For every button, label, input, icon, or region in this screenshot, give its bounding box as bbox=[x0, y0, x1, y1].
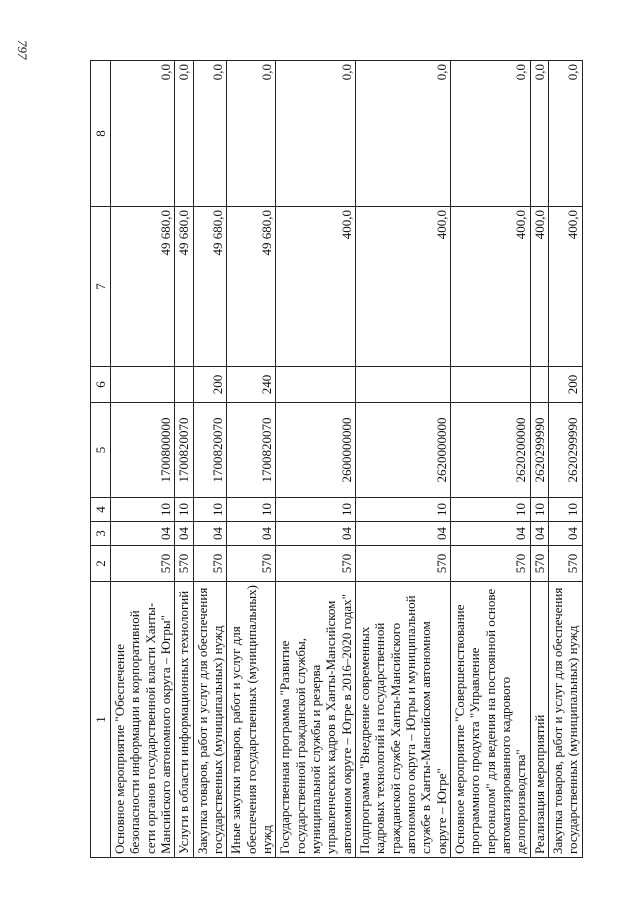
column-header: 5 bbox=[91, 403, 111, 498]
cell-c5: 1700800000 bbox=[111, 403, 175, 498]
cell-c2: 570 bbox=[276, 546, 356, 582]
cell-c7: 400,0 bbox=[450, 207, 530, 367]
column-header: 7 bbox=[91, 207, 111, 367]
table-row bbox=[193, 61, 227, 858]
cell-c4: 10 bbox=[355, 498, 450, 522]
cell-c3: 04 bbox=[276, 522, 356, 546]
table-row bbox=[227, 61, 276, 858]
cell-c4: 10 bbox=[111, 498, 175, 522]
cell-c4: 10 bbox=[227, 498, 276, 522]
column-header: 4 bbox=[91, 498, 111, 522]
cell-c4: 10 bbox=[276, 498, 356, 522]
cell-c6 bbox=[355, 367, 450, 403]
cell-c5: 2620200000 bbox=[450, 403, 530, 498]
cell-c2: 570 bbox=[193, 546, 227, 582]
cell-c4: 10 bbox=[175, 498, 193, 522]
cell-c3: 04 bbox=[193, 522, 227, 546]
cell-c7: 400,0 bbox=[355, 207, 450, 367]
cell-c7: 400,0 bbox=[276, 207, 356, 367]
cell-c8: 0,0 bbox=[227, 61, 276, 207]
cell-c7: 49 680,0 bbox=[193, 207, 227, 367]
cell-c6 bbox=[276, 367, 356, 403]
cell-c6: 200 bbox=[548, 367, 582, 403]
cell-c8: 0,0 bbox=[175, 61, 193, 207]
cell-c7: 49 680,0 bbox=[175, 207, 193, 367]
cell-c7: 400,0 bbox=[548, 207, 582, 367]
table-row bbox=[530, 61, 548, 858]
cell-c2: 570 bbox=[227, 546, 276, 582]
cell-c5: 2620000000 bbox=[355, 403, 450, 498]
table-row bbox=[175, 61, 193, 858]
cell-c4: 10 bbox=[450, 498, 530, 522]
column-header: 6 bbox=[91, 367, 111, 403]
page-number: 797 bbox=[15, 40, 30, 60]
cell-c6: 240 bbox=[227, 367, 276, 403]
cell-c3: 04 bbox=[227, 522, 276, 546]
table-header-row bbox=[91, 61, 111, 858]
cell-c5: 2620299990 bbox=[548, 403, 582, 498]
cell-c8: 0,0 bbox=[111, 61, 175, 207]
cell-c8: 0,0 bbox=[276, 61, 356, 207]
cell-c8: 0,0 bbox=[355, 61, 450, 207]
cell-c2: 570 bbox=[450, 546, 530, 582]
cell-c6: 200 bbox=[193, 367, 227, 403]
row-name: Основное мероприятие "Совершенствование программного продукта "Управление персоналом" для ведения на постоянной основе автоматизированного кадрового делопроизводства" bbox=[450, 582, 530, 858]
column-header: 2 bbox=[91, 546, 111, 582]
cell-c8: 0,0 bbox=[193, 61, 227, 207]
cell-c8: 0,0 bbox=[548, 61, 582, 207]
cell-c6 bbox=[111, 367, 175, 403]
cell-c3: 04 bbox=[530, 522, 548, 546]
cell-c2: 570 bbox=[111, 546, 175, 582]
row-name: Основное мероприятие "Обеспечение безопасности информации в корпоративной сети органов государственной власти Ханты-Мансийского автономного округа – Югры" bbox=[111, 582, 175, 858]
cell-c8: 0,0 bbox=[530, 61, 548, 207]
row-name: Реализация мероприятий bbox=[530, 582, 548, 858]
cell-c8: 0,0 bbox=[450, 61, 530, 207]
cell-c3: 04 bbox=[450, 522, 530, 546]
cell-c2: 570 bbox=[530, 546, 548, 582]
cell-c6 bbox=[450, 367, 530, 403]
cell-c3: 04 bbox=[355, 522, 450, 546]
cell-c5: 1700820070 bbox=[175, 403, 193, 498]
column-header: 1 bbox=[91, 582, 111, 858]
cell-c3: 04 bbox=[548, 522, 582, 546]
row-name: Закупка товаров, работ и услуг для обеспечения государственных (муниципальных) нужд bbox=[548, 582, 582, 858]
cell-c2: 570 bbox=[175, 546, 193, 582]
cell-c5: 1700820070 bbox=[227, 403, 276, 498]
cell-c3: 04 bbox=[111, 522, 175, 546]
table-row bbox=[355, 61, 450, 858]
cell-c5: 2620299990 bbox=[530, 403, 548, 498]
cell-c5: 1700820070 bbox=[193, 403, 227, 498]
budget-table bbox=[90, 60, 583, 858]
row-name: Подпрограмма "Внедрение современных кадровых технологий на государственной гражданской службе Ханты-Мансийского автономного округа – Югры и муниципальной службе в Ханты-Мансийском автономном округе – Югре" bbox=[355, 582, 450, 858]
cell-c7: 49 680,0 bbox=[111, 207, 175, 367]
cell-c2: 570 bbox=[355, 546, 450, 582]
cell-c5: 2600000000 bbox=[276, 403, 356, 498]
cell-c6 bbox=[175, 367, 193, 403]
cell-c2: 570 bbox=[548, 546, 582, 582]
cell-c4: 10 bbox=[530, 498, 548, 522]
table-row bbox=[111, 61, 175, 858]
column-header: 3 bbox=[91, 522, 111, 546]
row-name: Государственная программа "Развитие государственной гражданской службы, муниципальной службы и резерва управленческих кадров в Ханты-Мансийском автономном округе – Югре в 2016–2020 годах" bbox=[276, 582, 356, 858]
table-row bbox=[548, 61, 582, 858]
cell-c7: 400,0 bbox=[530, 207, 548, 367]
cell-c4: 10 bbox=[548, 498, 582, 522]
table-row bbox=[276, 61, 356, 858]
row-name: Закупка товаров, работ и услуг для обеспечения государственных (муниципальных) нужд bbox=[193, 582, 227, 858]
cell-c7: 49 680,0 bbox=[227, 207, 276, 367]
cell-c6 bbox=[530, 367, 548, 403]
row-name: Иные закупки товаров, работ и услуг для обеспечения государственных (муниципальных) нужд bbox=[227, 582, 276, 858]
cell-c3: 04 bbox=[175, 522, 193, 546]
row-name: Услуги в области информационных технологий bbox=[175, 582, 193, 858]
table-row bbox=[450, 61, 530, 858]
column-header: 8 bbox=[91, 61, 111, 207]
cell-c4: 10 bbox=[193, 498, 227, 522]
rotated-table-wrapper bbox=[90, 61, 581, 858]
